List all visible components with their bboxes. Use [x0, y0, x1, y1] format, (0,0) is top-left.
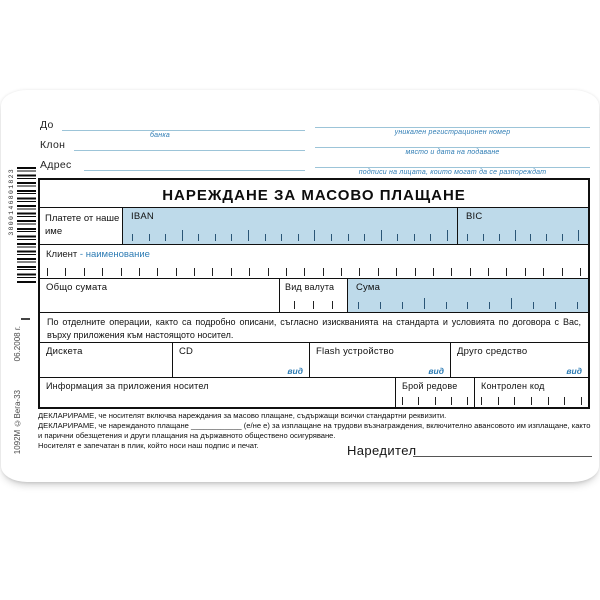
bic-character-ticks	[467, 230, 579, 241]
client-row	[40, 244, 588, 278]
payment-order-form	[38, 178, 590, 409]
total-amount-cell	[40, 279, 279, 312]
address-line	[84, 170, 305, 171]
print-date: 06.2008 г.	[13, 326, 22, 362]
barcode	[17, 167, 36, 284]
branch-label: Клон	[40, 139, 66, 151]
payer-cell	[40, 208, 122, 244]
payer-label: Платете от наше име	[45, 213, 120, 237]
row-count-cell	[395, 378, 474, 407]
media-cell-other	[450, 343, 588, 377]
bic-label: BIC	[466, 211, 483, 222]
iban-label: IBAN	[131, 211, 154, 222]
iban-field	[122, 208, 457, 244]
amount-label: Сума	[356, 282, 381, 293]
control-code-cell	[474, 378, 588, 407]
client-label-group	[46, 249, 150, 260]
registration-number-caption: уникален регистрационен номер	[394, 129, 511, 136]
client-character-ticks	[47, 268, 581, 276]
conditions-row	[40, 312, 588, 342]
info-row	[40, 377, 588, 407]
client-separator: -	[79, 249, 84, 260]
media-info-label: Информация за приложения носител	[46, 381, 209, 391]
branch-line	[74, 150, 305, 151]
control-code-label: Контролен код	[481, 381, 545, 391]
total-amount-label: Общо сумата	[46, 282, 108, 293]
declaration-2: ДЕКЛАРИРАМЕ, че нарежданото плащане ____________ (е/не е) за изплащане на трудови възнаграждения, включително авансовото им изплащане, както и парични обезщетения и други плащания на държавното обществено осигуряване.	[38, 421, 591, 440]
other-media-vid-caption: вид	[566, 366, 582, 376]
currency-label: Вид валута	[285, 282, 335, 292]
bic-field	[457, 208, 588, 244]
media-cell-cd	[172, 343, 309, 377]
to-label: До	[40, 119, 54, 131]
row-count-label: Брой редове	[402, 381, 458, 391]
media-cell-flash	[309, 343, 450, 377]
address-label: Адрес	[40, 159, 72, 171]
currency-ticks	[294, 301, 333, 309]
client-label: Клиент	[46, 249, 78, 260]
control-code-ticks	[481, 397, 582, 405]
signatures-line	[315, 167, 590, 168]
barcode-digits: 3800146801823	[8, 168, 15, 236]
conditions-text: По отделните операции, както са подробно описани, съгласно изискванията на стандарта и условията по договора с Вас, върху приложения към настоящото носител.	[47, 317, 581, 340]
orderer-signature-line	[413, 456, 592, 457]
payer-row	[40, 207, 588, 244]
margin-dash	[21, 318, 30, 320]
row-count-ticks	[402, 397, 468, 405]
flash-label: Flash устройство	[316, 346, 395, 357]
currency-cell	[279, 279, 347, 312]
amount-ticks	[358, 298, 578, 309]
declaration-1: ДЕКЛАРИРАМЕ, че носителят включва нареждания за масово плащане, съдържащи всички стандартни реквизити.	[38, 411, 447, 420]
flash-vid-caption: вид	[428, 366, 444, 376]
iban-character-ticks	[132, 230, 448, 241]
registration-number-line	[315, 127, 590, 128]
bank-caption: банка	[150, 132, 170, 139]
cd-vid-caption: вид	[287, 366, 303, 376]
place-date-line	[315, 147, 590, 148]
media-info-cell	[40, 378, 395, 407]
signatures-caption: подписи на лицата, които могат да се разпореждат	[358, 169, 547, 176]
printer-code: 1092М ©Вега-33	[13, 390, 22, 455]
amount-cell	[347, 279, 588, 312]
amount-row	[40, 278, 588, 312]
diskette-label: Дискета	[46, 346, 83, 357]
form-title: НАРЕЖДАНЕ ЗА МАСОВО ПЛАЩАНЕ	[162, 187, 466, 204]
bank-name-line	[62, 130, 305, 131]
orderer-label: Наредител	[347, 443, 417, 458]
other-media-label: Друго средство	[457, 346, 528, 357]
cd-label: CD	[179, 346, 194, 357]
media-cell-diskette	[40, 343, 172, 377]
declaration-3: Носителят е запечатан в плик, който носи наш подпис и печат.	[38, 441, 259, 450]
place-date-caption: място и дата на подаване	[405, 149, 500, 156]
client-caption: наименование	[85, 249, 150, 260]
media-row	[40, 342, 588, 377]
